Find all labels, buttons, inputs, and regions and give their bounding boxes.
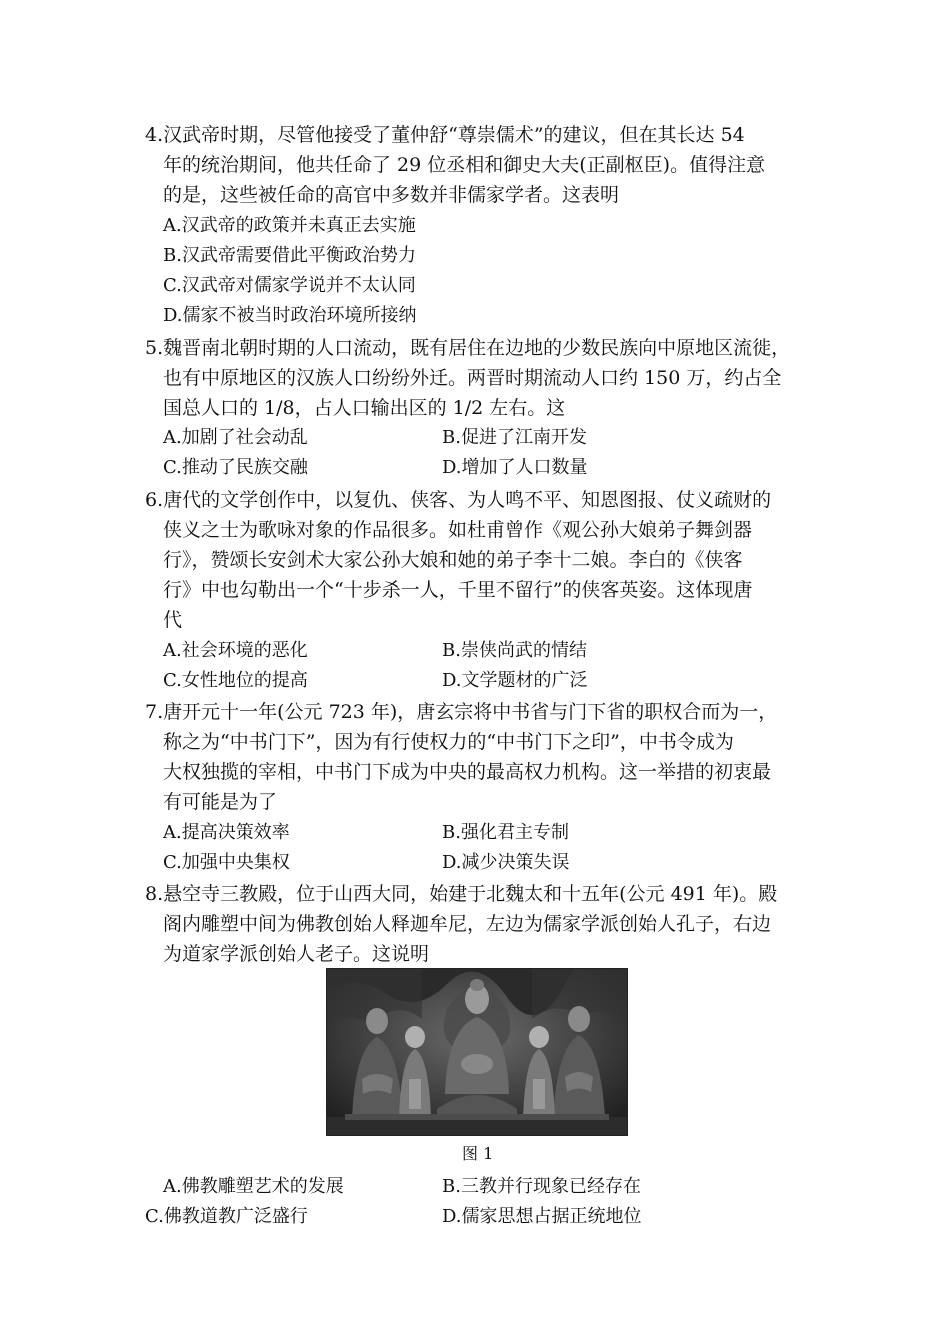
- q8-option-c[interactable]: C.佛教道教广泛盛行: [145, 1206, 308, 1227]
- q6-stem-line-5: 代: [163, 609, 183, 631]
- q4-stem-line-1: 4.汉武帝时期，尽管他接受了董仲舒“尊崇儒术”的建议，但在其长达 54: [145, 124, 745, 146]
- q7-option-a[interactable]: A.提高决策效率: [163, 822, 290, 843]
- q6-option-a[interactable]: A.社会环境的恶化: [163, 640, 308, 661]
- q6-stem-line-4: 行》中也勾勒出一个“十步杀一人，千里不留行”的侠客英姿。这体现唐: [163, 579, 753, 601]
- q6-option-c[interactable]: C.女性地位的提高: [163, 670, 308, 691]
- q4-option-c[interactable]: C.汉武帝对儒家学说并不太认同: [163, 275, 416, 296]
- q6-stem-line-2: 侠义之士为歌咏对象的作品很多。如杜甫曾作《观公孙大娘弟子舞剑器: [163, 519, 753, 541]
- q6-stem-line-3: 行》，赞颂长安剑术大家公孙大娘和她的弟子李十二娘。李白的《侠客: [163, 549, 743, 571]
- q4-stem-line-2: 年的统治期间，他共任命了 29 位丞相和御史大夫(正副枢臣)。值得注意: [163, 154, 766, 176]
- q8-option-a[interactable]: A.佛教雕塑艺术的发展: [163, 1176, 344, 1197]
- q6-option-d[interactable]: D.文学题材的广泛: [442, 670, 588, 691]
- q8-option-d[interactable]: D.儒家思想占据正统地位: [442, 1206, 642, 1227]
- figure-caption: 图 1: [462, 1144, 494, 1163]
- q8-stem-line-3: 为道家学派创始人老子。这说明: [163, 943, 430, 965]
- temple-statues-photo: [326, 968, 628, 1136]
- q8-stem-line-2: 阁内雕塑中间为佛教创始人释迦牟尼，左边为儒家学派创始人孔子，右边: [163, 913, 772, 935]
- q4-option-a[interactable]: A.汉武帝的政策并未真正去实施: [163, 215, 416, 236]
- q7-stem-line-4: 有可能是为了: [163, 791, 278, 813]
- q7-option-d[interactable]: D.减少决策失误: [442, 852, 570, 873]
- q4-stem-line-3: 的是，这些被任命的高官中多数并非儒家学者。这表明: [163, 184, 620, 206]
- q5-option-a[interactable]: A.加剧了社会动乱: [163, 427, 308, 448]
- q7-stem-line-3: 大权独揽的宰相，中书门下成为中央的最高权力机构。这一举措的初衷最: [163, 761, 772, 783]
- q5-stem-line-2: 也有中原地区的汉族人口纷纷外迁。两晋时期流动人口约 150 万，约占全: [163, 367, 782, 389]
- q8-stem-line-1: 8.悬空寺三教殿，位于山西大同，始建于北魏太和十五年(公元 491 年)。殿: [145, 883, 778, 905]
- q7-option-c[interactable]: C.加强中央集权: [163, 852, 290, 873]
- q4-option-d[interactable]: D.儒家不被当时政治环境所接纳: [163, 305, 417, 326]
- q5-stem-line-3: 国总人口的 1/8，占人口输出区的 1/2 左右。这: [163, 397, 566, 419]
- q5-option-d[interactable]: D.增加了人口数量: [442, 457, 588, 478]
- q7-option-b[interactable]: B.强化君主专制: [442, 822, 569, 843]
- three-teachings-statues-illustration: [327, 969, 627, 1135]
- q6-option-b[interactable]: B.崇侠尚武的情结: [442, 640, 587, 661]
- q6-stem-line-1: 6.唐代的文学创作中，以复仇、侠客、为人鸣不平、知恩图报、仗义疏财的: [145, 489, 772, 511]
- q7-stem-line-1: 7.唐开元十一年(公元 723 年)，唐玄宗将中书省与门下省的职权合而为一，: [145, 701, 778, 723]
- q5-stem-line-1: 5.魏晋南北朝时期的人口流动，既有居住在边地的少数民族向中原地区流徙，: [145, 337, 791, 359]
- q5-option-c[interactable]: C.推动了民族交融: [163, 457, 308, 478]
- q8-option-b[interactable]: B.三教并行现象已经存在: [442, 1176, 641, 1197]
- q7-stem-line-2: 称之为“中书门下”，因为有行使权力的“中书门下之印”，中书令成为: [163, 731, 734, 753]
- q4-option-b[interactable]: B.汉武帝需要借此平衡政治势力: [163, 245, 416, 266]
- q5-option-b[interactable]: B.促进了江南开发: [442, 427, 587, 448]
